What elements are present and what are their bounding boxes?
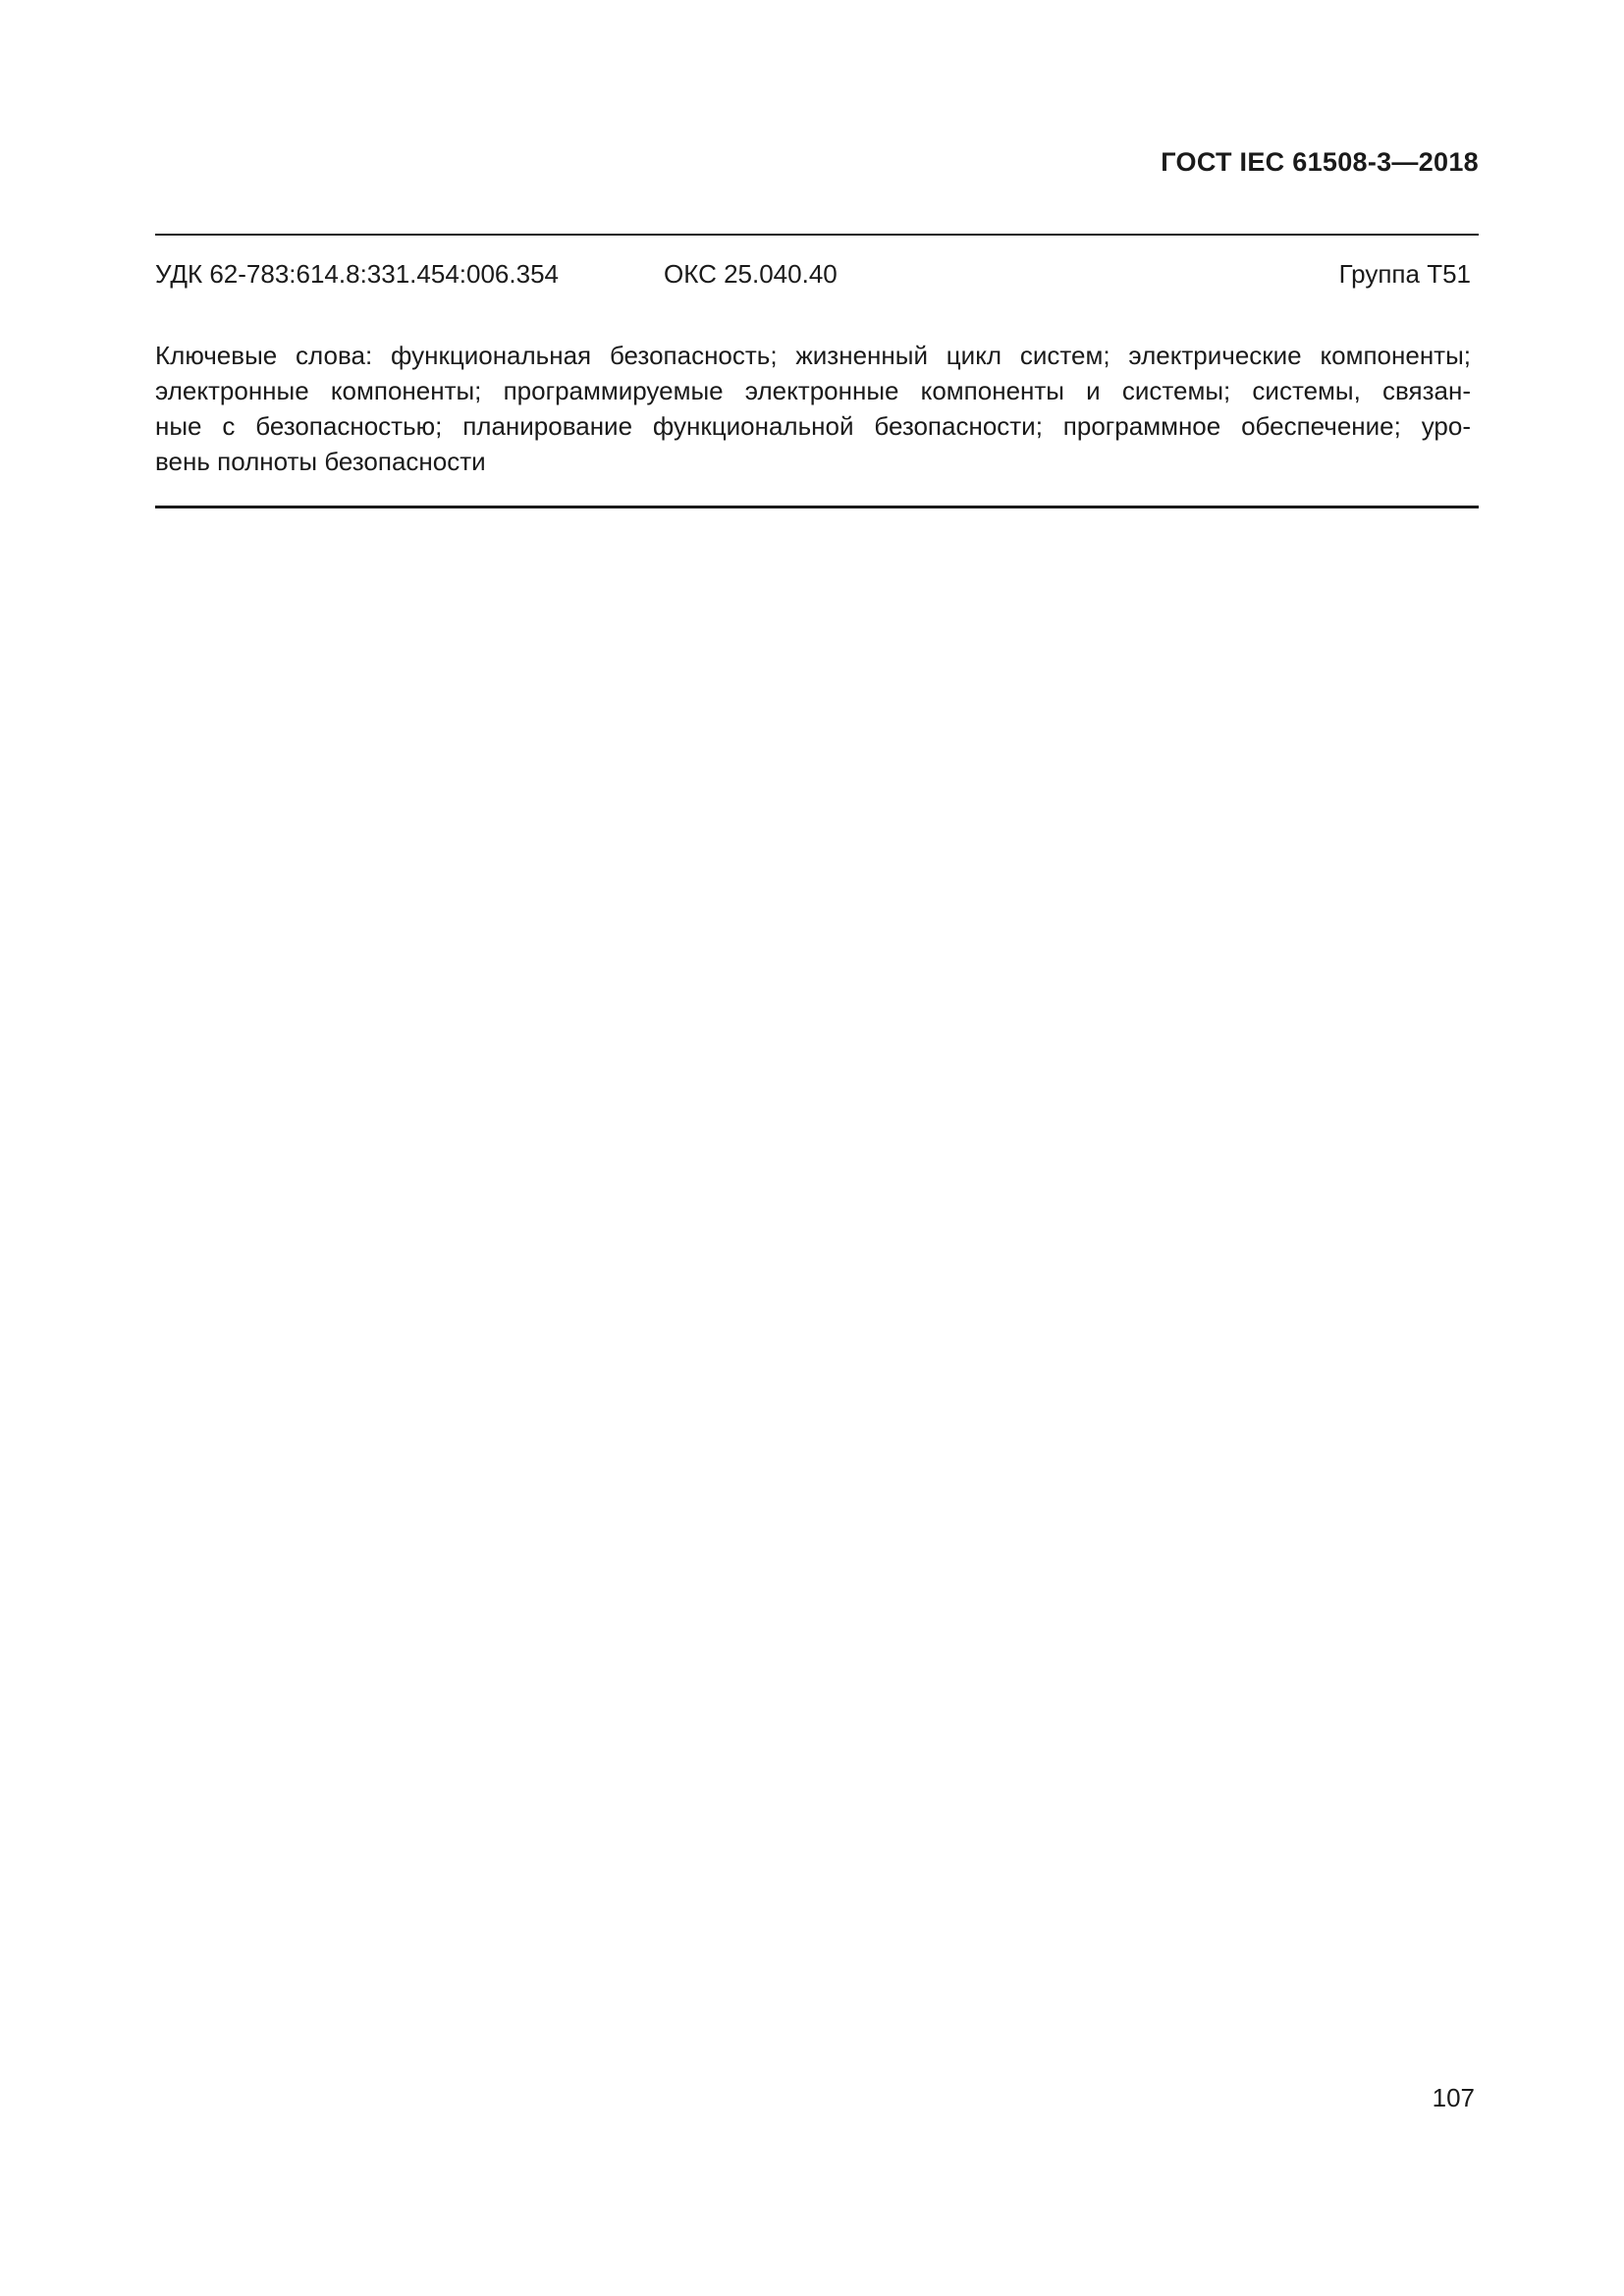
classification-row [155, 259, 1471, 294]
standard-code-header: ГОСТ IEC 61508-3—2018 [1161, 147, 1479, 177]
keywords-line: вень полноты безопасности [155, 447, 486, 476]
oks-code: ОКС 25.040.40 [664, 259, 838, 289]
group-code: Группа Т51 [1338, 259, 1471, 289]
keywords-line: электронные компоненты; программируемые электронные компоненты и системы; системы, связан- [155, 376, 1471, 405]
udk-code: УДК 62-783:614.8:331.454:006.354 [155, 259, 559, 289]
keywords-block [155, 338, 1471, 479]
top-divider [155, 234, 1479, 236]
keywords-line: Ключевые слова: функциональная безопасность; жизненный цикл систем; электрические компоненты; [155, 341, 1471, 370]
page-number: 107 [1432, 2083, 1475, 2112]
bottom-divider [155, 506, 1479, 508]
keywords-line: ные с безопасностью; планирование функциональной безопасности; программное обеспечение; уро- [155, 411, 1471, 441]
